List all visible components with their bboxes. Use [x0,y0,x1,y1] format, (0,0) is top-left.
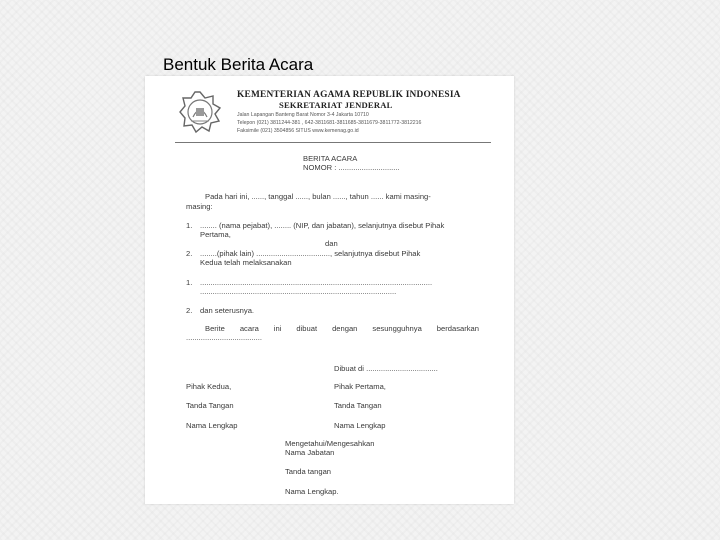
left-party-label: Pihak Kedua, [186,382,232,391]
right-party-label: Pihak Pertama, [334,382,386,391]
item-1-continuation: Pertama, [200,230,231,239]
header-ministry-name: KEMENTERIAN AGAMA REPUBLIK INDONESIA [237,90,461,100]
header-address: Jalan Lapangan Banteng Barat Nomor 3-4 Jakarta 10710 [237,112,369,118]
right-signature-label: Tanda Tangan [334,401,382,410]
approval-fullname-label: Nama Lengkap. [285,487,339,496]
item-number: 1. [186,221,193,230]
item-1-text: ........ (nama pejabat), ........ (NIP, dan jabatan), selanjutnya disebut Pihak [200,221,445,230]
left-signature-label: Tanda Tangan [186,401,234,410]
closing-statement: Berite acara ini dibuat dengan sesungguhnya berdasarkan [205,324,479,333]
place-of-signing: Dibuat di .................................. [334,364,438,373]
header-phone: Telepon (021) 3811244-381 , 642-3811681-3811685-3811679-3811772-3812216 [237,120,422,126]
item-2-text: ........(pihak lain) ..................................., selanjutnya disebut Pihak [200,249,421,258]
ministry-emblem-icon [178,90,222,134]
doc-number: NOMOR : ............................. [303,163,400,172]
item-number: 2. [186,249,193,258]
item-4-text: dan seterusnya. [200,306,255,315]
header-secretariat: SEKRETARIAT JENDERAL [279,100,393,110]
item-3-dotted-continuation: ............................................................................................. [200,287,397,296]
header-divider [175,142,491,143]
approval-position-label: Nama Jabatan [285,448,335,457]
approval-heading: Mengetahui/Mengesahkan [285,439,375,448]
item-number: 2. [186,306,193,315]
item-number: 1. [186,278,193,287]
approval-signature-label: Tanda tangan [285,467,332,476]
left-fullname-label: Nama Lengkap [186,421,238,430]
intro-line-2: masing: [186,202,213,211]
intro-line-1: Pada hari ini, ......, tanggal ......, bulan ......, tahun ...... kami masing- [205,192,431,201]
closing-dotted-line: .................................... [186,333,262,342]
document-page [145,76,514,504]
conjunction-dan: dan [325,239,338,248]
slide-title: Bentuk Berita Acara [163,55,314,74]
header-fax-website: Faksimile (021) 3504856 SITUS www.kemenag.go.id [237,128,359,134]
item-3-dotted-line: .............................................................................................................. [200,278,433,287]
right-fullname-label: Nama Lengkap [334,421,386,430]
doc-title: BERITA ACARA [303,154,358,163]
item-2-continuation: Kedua telah melaksanakan [200,258,292,267]
